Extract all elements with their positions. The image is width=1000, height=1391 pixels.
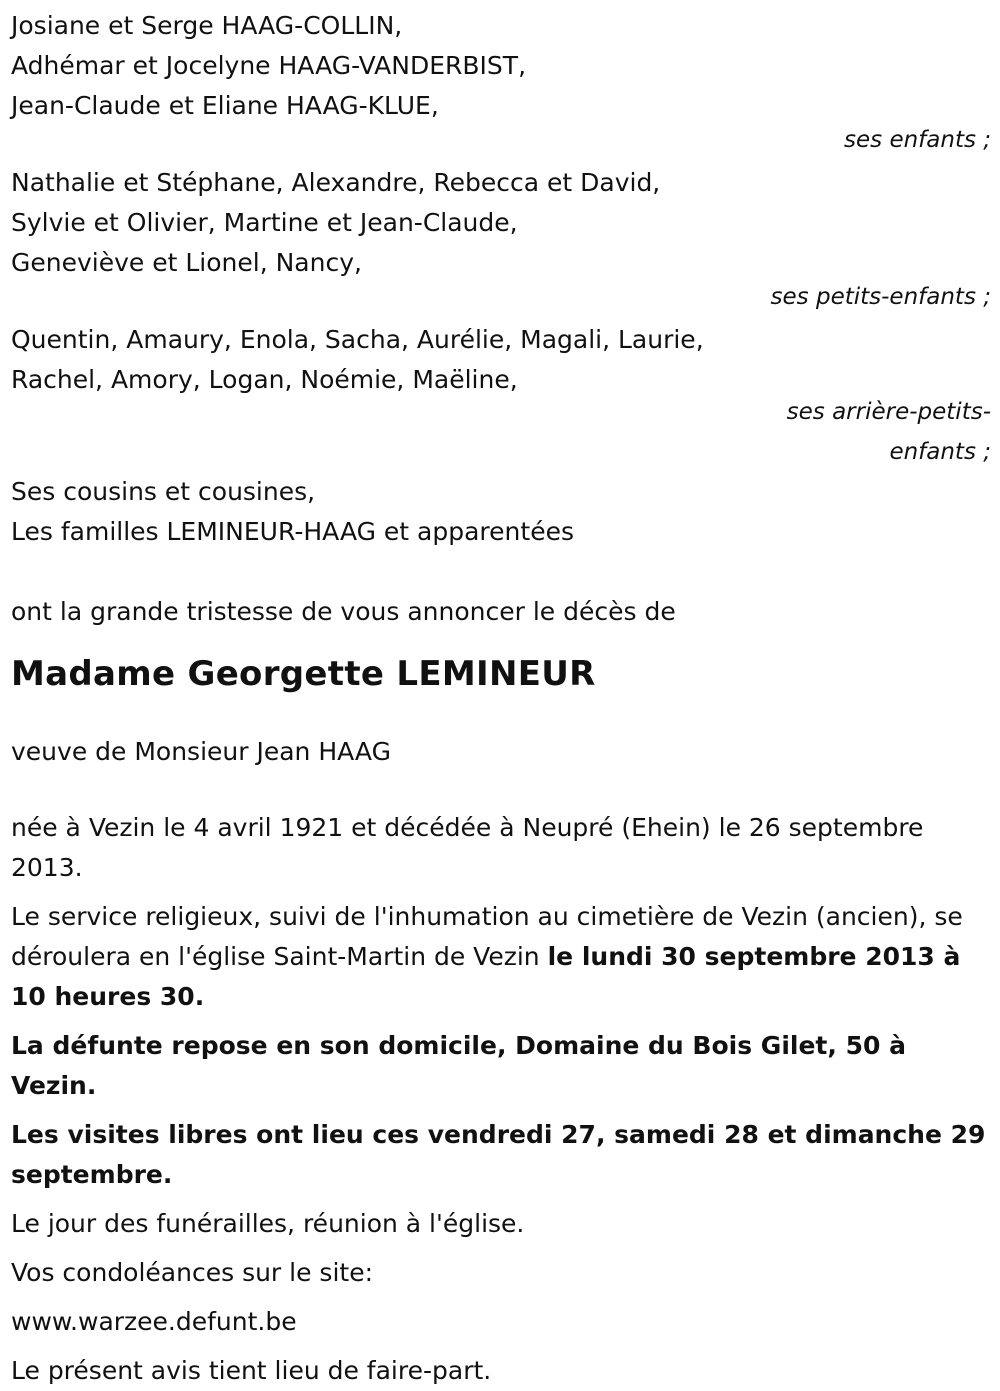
- children-line-3: Jean-Claude et Eliane HAAG-KLUE,: [11, 91, 439, 120]
- children-role: ses enfants ;: [844, 127, 991, 153]
- birth-death-text: née à Vezin le 4 avril 1921 et décédée à Neupré (Ehein) le 26 septembre 2013.: [11, 813, 924, 882]
- children-block: [11, 6, 991, 159]
- website-link[interactable]: www.warzee.defunt.be: [11, 1307, 297, 1336]
- grandchildren-line-1: Nathalie et Stéphane, Alexandre, Rebecca et David,: [11, 168, 661, 197]
- widow-of-text: veuve de Monsieur Jean HAAG: [11, 737, 391, 766]
- grandchildren-line-2: Sylvie et Olivier, Martine et Jean-Claude,: [11, 208, 518, 237]
- great-grandchildren-role-line-1: ses arrière-petits-: [786, 399, 991, 425]
- service-paragraph: [11, 897, 991, 1017]
- deceased-name: Madame Georgette LEMINEUR: [11, 654, 596, 694]
- closing-text: Le présent avis tient lieu de faire-part.: [11, 1356, 492, 1385]
- children-line-1: Josiane et Serge HAAG-COLLIN,: [11, 11, 403, 40]
- condolences-label: Vos condoléances sur le site:: [11, 1258, 374, 1287]
- rest-place-text: La défunte repose en son domicile, Domaine du Bois Gilet, 50 à Vezin.: [11, 1031, 906, 1100]
- service-text: Le service religieux, suivi de l'inhumation au cimetière de Vezin (ancien), se déroulera en l'église Saint-Martin de Vezin: [11, 902, 963, 971]
- children-line-2: Adhémar et Jocelyne HAAG-VANDERBIST,: [11, 51, 527, 80]
- great-grandchildren-line-1: Quentin, Amaury, Enola, Sacha, Aurélie, Magali, Laurie,: [11, 325, 704, 354]
- great-grandchildren-role: [11, 392, 991, 472]
- grandchildren-block: [11, 163, 991, 316]
- service-date: le lundi 30 septembre 2013 à 10 heures 30.: [11, 942, 961, 1011]
- great-grandchildren-role-line-2: enfants ;: [889, 439, 991, 465]
- obituary-notice: [11, 6, 991, 1391]
- great-grandchildren-line-2: Rachel, Amory, Logan, Noémie, Maëline,: [11, 365, 518, 394]
- relatives-line-1: Ses cousins et cousines,: [11, 477, 316, 506]
- funeral-day-text: Le jour des funérailles, réunion à l'église.: [11, 1209, 525, 1238]
- grandchildren-line-3: Geneviève et Lionel, Nancy,: [11, 248, 362, 277]
- relatives-line-2: Les familles LEMINEUR-HAAG et apparentées: [11, 517, 574, 546]
- grandchildren-role: ses petits-enfants ;: [770, 284, 991, 310]
- relatives-block: [11, 472, 991, 552]
- visits-text: Les visites libres ont lieu ces vendredi 27, samedi 28 et dimanche 29 septembre.: [11, 1120, 986, 1189]
- great-grandchildren-block: [11, 320, 991, 472]
- announcement-text: ont la grande tristesse de vous annoncer le décès de: [11, 597, 676, 626]
